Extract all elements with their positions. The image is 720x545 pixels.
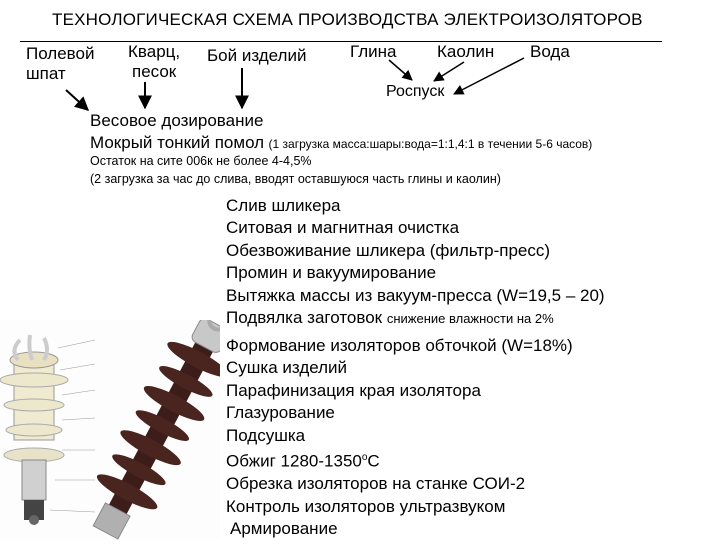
arrow-kaolin-to-dissolution [434,62,464,81]
step-forming: Формование изоляторов обточкой (W=18%) [226,336,573,355]
step-trimming: Обрезка изоляторов на станке СОИ-2 [226,474,526,494]
step-slip-drain: Слив шликера [226,196,341,215]
quartz-line-2: песок [132,62,177,81]
step-armoring: Армирование [230,518,338,538]
arrow-water-to-dissolution [454,58,524,94]
step-firing [226,447,573,473]
page-title: ТЕХНОЛОГИЧЕСКАЯ СХЕМА ПРОИЗВОДСТВА ЭЛЕКТРОИЗОЛЯТОРОВ [52,10,643,29]
step-extrusion: Вытяжка массы из вакуум-пресса (W=19,5 – 20) [226,285,605,305]
raw-material-scrap: Бой изделий [207,46,307,65]
feldspar-line-2: шпат [26,64,66,83]
milling-note-2: Остаток на сите 006к не более 4-4,5% [90,154,312,168]
step-ultrasound: Контроль изоляторов ультразвуком [226,496,506,516]
firing-label: Обжиг 1280-1350 [226,451,362,471]
firing-unit: С [367,451,380,471]
cutaway-insulator-image [0,335,68,525]
step-glazing: Глазурование [226,403,335,423]
brown-insulator-image [76,320,220,540]
step-pre-drying: Подсушка [226,425,306,445]
feldspar-line-1: Полевой [26,44,95,63]
raw-material-water: Вода [530,42,570,61]
preform-note: снижение влажности на 2% [386,311,554,327]
insulator-illustration [0,320,220,540]
step-dewatering: Обезвоживание шликера (фильтр-пресс) [226,240,551,260]
step-sieve-cleaning: Ситовая и магнитная очистка [226,218,460,238]
dosing-step: Весовое дозирование [90,111,264,130]
milling-note-3: (2 загрузка за час до слива, вводят оставшуюся часть глины и каолин) [90,172,501,186]
milling-step [90,132,592,155]
arrow-clay-to-dissolution [389,60,412,80]
insulator-photos [0,320,220,540]
step-preform-drying [226,307,605,330]
dissolution-step: Роспуск [386,83,445,100]
quartz-line-1: Кварц, [128,42,181,61]
degree-mark: о [361,452,368,464]
milling-note-1: (1 загрузка масса:шары:вода=1:1,4:1 в течении 5-6 часов) [268,137,593,151]
milling-label: Мокрый тонкий помол [90,133,265,152]
arrow-feldspar-to-dosing [66,90,88,110]
preform-label: Подвялка заготовок [226,308,383,328]
raw-material-kaolin: Каолин [437,42,495,61]
step-drying: Сушка изделий [226,358,348,378]
process-steps-1 [226,195,605,330]
process-steps-2 [226,335,573,540]
raw-material-clay: Глина [350,42,397,61]
step-paraffin: Парафинизация края изолятора [226,380,481,400]
step-vacuuming: Промин и вакуумирование [226,263,437,283]
